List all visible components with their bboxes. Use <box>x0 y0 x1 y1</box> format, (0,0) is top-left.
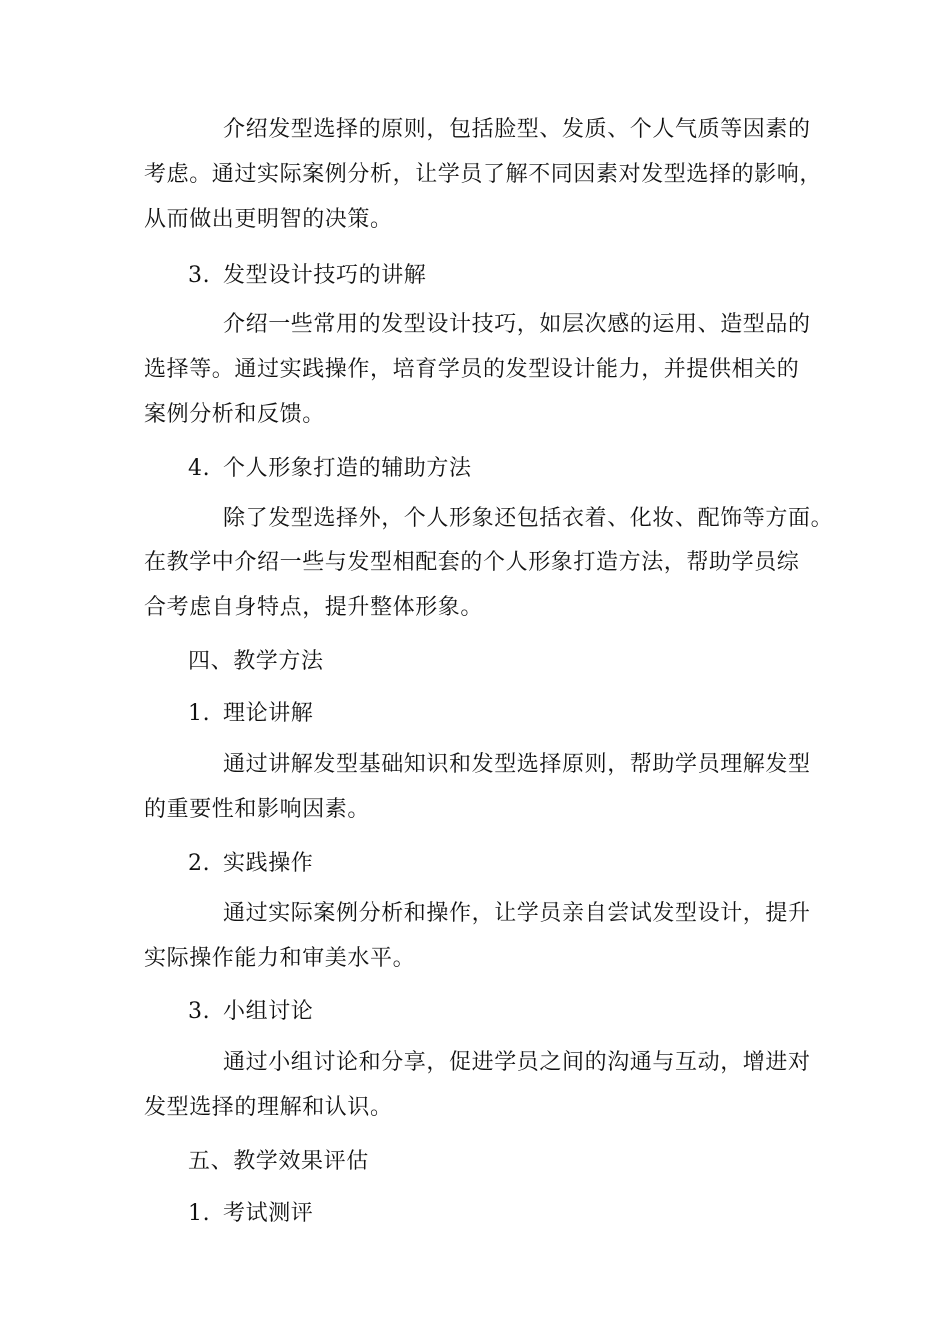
list-item-number: 1. <box>188 1201 211 1226</box>
list-item-label: 考试测评 <box>223 1201 314 1226</box>
paragraph-line: 通过讲解发型基础知识和发型选择原则，帮助学员理解发型 <box>223 752 811 777</box>
paragraph-line: 通过实际案例分析和操作，让学员亲自尝试发型设计，提升 <box>223 901 811 926</box>
paragraph-line: 考虑。通过实际案例分析，让学员了解不同因素对发型选择的影响， <box>144 162 823 187</box>
paragraph-line: 从而做出更明智的决策。 <box>144 207 393 232</box>
list-item-label: 理论讲解 <box>223 701 314 726</box>
paragraph-line: 通过小组讨论和分享，促进学员之间的沟通与互动，增进对 <box>223 1050 811 1075</box>
list-item-label: 个人形象打造的辅助方法 <box>223 456 472 481</box>
list-item-number: 2. <box>188 851 211 876</box>
paragraph-line: 发型选择的理解和认识。 <box>144 1095 393 1120</box>
list-item-number: 3. <box>188 999 211 1024</box>
paragraph-line: 的重要性和影响因素。 <box>144 797 371 822</box>
section-heading: 五、教学效果评估 <box>188 1149 369 1174</box>
paragraph-line: 除了发型选择外，个人形象还包括衣着、化妆、配饰等方面。 <box>223 506 834 531</box>
paragraph-line: 介绍发型选择的原则，包括脸型、发质、个人气质等因素的 <box>223 117 811 142</box>
list-item-label: 发型设计技巧的讲解 <box>223 263 427 288</box>
paragraph-line: 介绍一些常用的发型设计技巧，如层次感的运用、造型品的 <box>223 312 811 337</box>
paragraph-line: 实际操作能力和审美水平。 <box>144 946 416 971</box>
paragraph-line: 案例分析和反馈。 <box>144 402 325 427</box>
list-item-label: 实践操作 <box>223 851 314 876</box>
list-item-number: 1. <box>188 701 211 726</box>
list-item-number: 4. <box>188 456 211 481</box>
paragraph-line: 在教学中介绍一些与发型相配套的个人形象打造方法，帮助学员综 <box>144 550 800 575</box>
section-heading: 四、教学方法 <box>188 649 324 674</box>
paragraph-line: 选择等。通过实践操作，培育学员的发型设计能力，并提供相关的 <box>144 357 800 382</box>
list-item-label: 小组讨论 <box>223 999 314 1024</box>
paragraph-line: 合考虑自身特点，提升整体形象。 <box>144 595 484 620</box>
list-item-number: 3. <box>188 263 211 288</box>
